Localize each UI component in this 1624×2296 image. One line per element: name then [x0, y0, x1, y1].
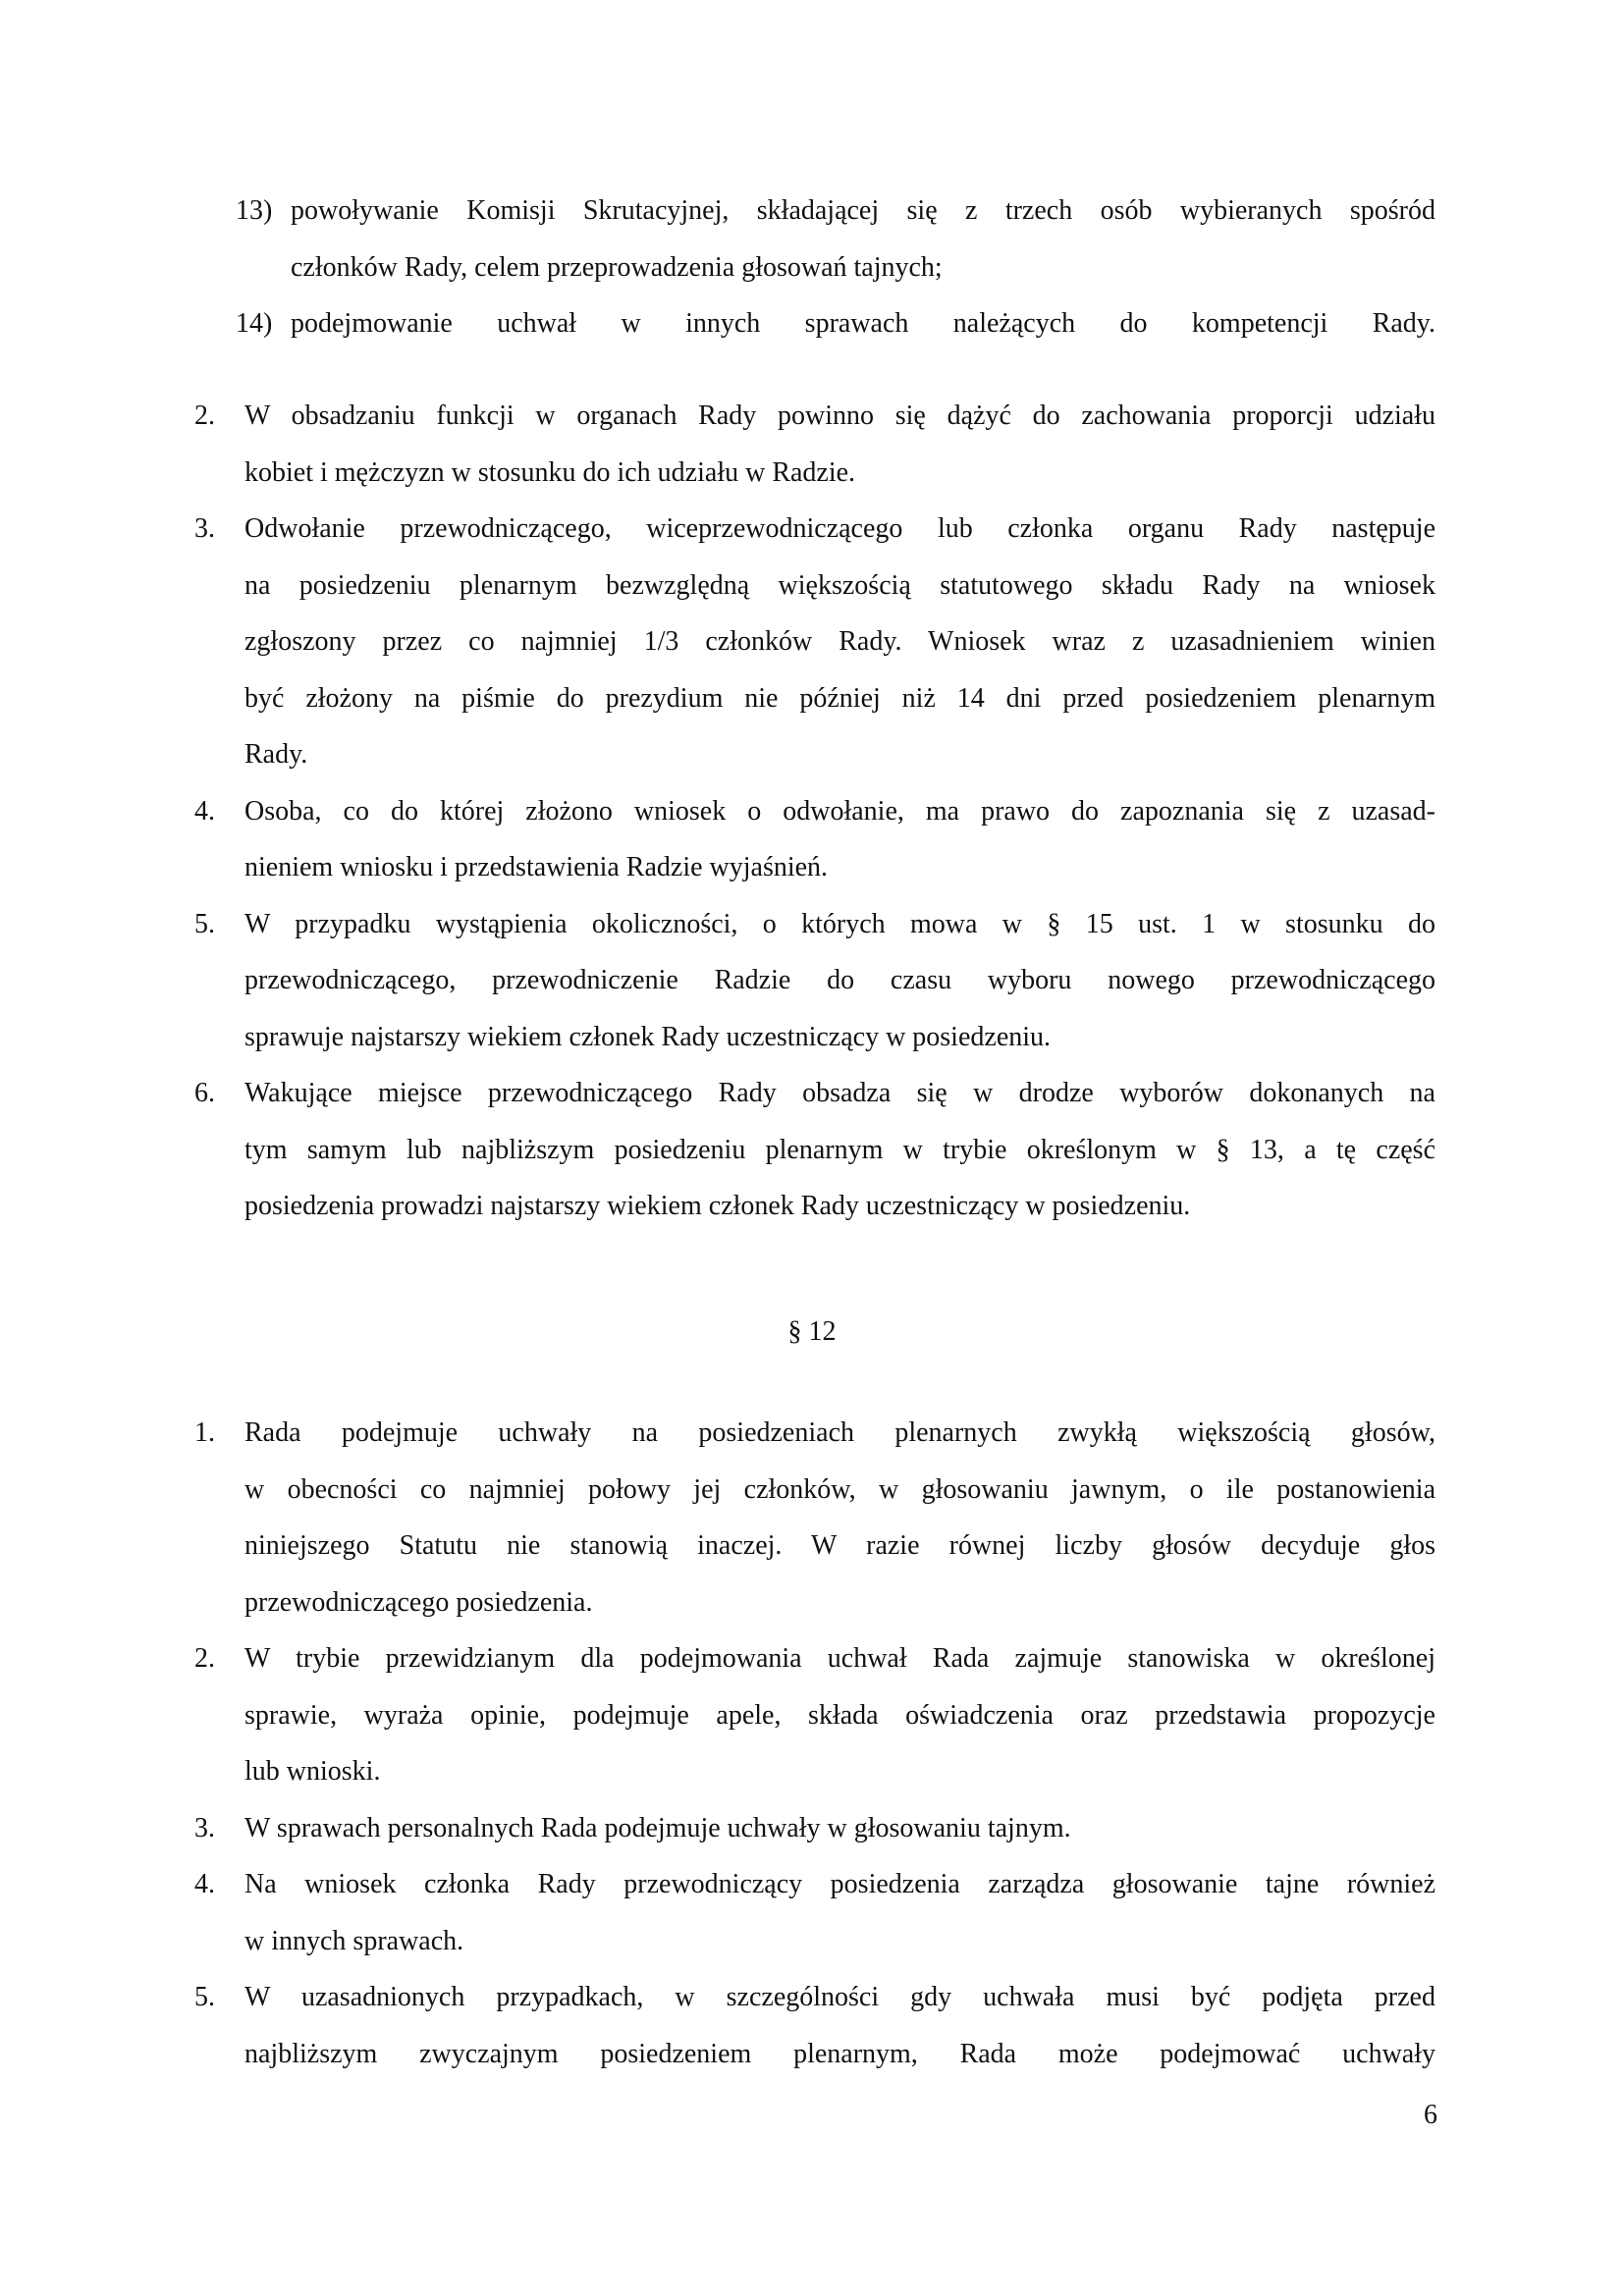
paragraph-line: W trybie przewidzianym dla podejmowania uchwał Rada zajmuje stanowiska w określonej [244, 1643, 1435, 1674]
list-marker: 5. [194, 1982, 215, 2012]
paragraph-line: W przypadku wystąpienia okoliczności, o których mowa w § 15 ust. 1 w stosunku do [244, 908, 1435, 939]
list-marker: 6. [194, 1078, 215, 1108]
list-marker: 5. [194, 908, 215, 939]
paragraph-line: W obsadzaniu funkcji w organach Rady powinno się dążyć do zachowania proporcji udziału [244, 400, 1435, 431]
paragraph-line: kobiet i mężczyzn w stosunku do ich udziału w Radzie. [244, 456, 856, 488]
paragraph-line: najbliższym zwyczajnym posiedzeniem plenarnym, Rada może podejmować uchwały [244, 2038, 1435, 2069]
paragraph-line: nieniem wniosku i przedstawienia Radzie wyjaśnień. [244, 852, 829, 882]
paragraph-line: W sprawach personalnych Rada podejmuje uchwały w głosowaniu tajnym. [244, 1812, 1071, 1843]
paragraph-line: członków Rady, celem przeprowadzenia głosowań tajnych; [291, 251, 943, 283]
section-heading: § 12 [787, 1316, 837, 1347]
list-marker: 4. [194, 795, 215, 827]
list-marker: 4. [194, 1869, 215, 1899]
paragraph-line: niniejszego Statutu nie stanowią inaczej. W razie równej liczby głosów decyduje głos [244, 1530, 1435, 1561]
paragraph-line: być złożony na piśmie do prezydium nie później niż 14 dni przed posiedzeniem plenarnym [244, 682, 1435, 714]
paragraph-line: lub wnioski. [244, 1756, 381, 1787]
paragraph-line: W uzasadnionych przypadkach, w szczególności gdy uchwała musi być podjęta przed [244, 1982, 1435, 2012]
list-marker: 1. [194, 1417, 215, 1448]
paragraph-line: Odwołanie przewodniczącego, wiceprzewodniczącego lub członka organu Rady następuje [244, 513, 1435, 544]
list-marker: 14) [236, 308, 273, 339]
list-marker: 3. [194, 513, 215, 544]
paragraph-line: Wakujące miejsce przewodniczącego Rady obsadza się w drodze wyborów dokonanych na [244, 1078, 1435, 1108]
paragraph-line: sprawuje najstarszy wiekiem członek Rady uczestniczący w posiedzeniu. [244, 1021, 1052, 1052]
paragraph-line: przewodniczącego posiedzenia. [244, 1586, 593, 1618]
paragraph-line: w obecności co najmniej połowy jej członków, w głosowaniu jawnym, o ile postanowienia [244, 1473, 1435, 1505]
paragraph-line: przewodniczącego, przewodniczenie Radzie do czasu wyboru nowego przewodniczącego [244, 965, 1435, 995]
paragraph-line: Na wniosek członka Rady przewodniczący posiedzenia zarządza głosowanie tajne również [244, 1869, 1435, 1899]
paragraph-line: Osoba, co do której złożono wniosek o odwołanie, ma prawo do zapoznania się z uzasad- [244, 795, 1435, 827]
paragraph-line: Rady. [244, 739, 308, 770]
list-marker: 3. [194, 1812, 215, 1843]
page-number: 6 [1424, 2100, 1437, 2130]
paragraph-line: w innych sprawach. [244, 1925, 464, 1956]
paragraph-line: sprawie, wyraża opinie, podejmuje apele, składa oświadczenia oraz przedstawia propozycje [244, 1699, 1435, 1731]
paragraph-line: powoływanie Komisji Skrutacyjnej, składającej się z trzech osób wybieranych spośród [291, 195, 1435, 226]
paragraph-line: tym samym lub najbliższym posiedzeniu plenarnym w trybie określonym w § 13, a tę część [244, 1134, 1435, 1165]
paragraph-line: podejmowanie uchwał w innych sprawach należących do kompetencji Rady. [291, 308, 1435, 339]
list-marker: 13) [236, 195, 273, 226]
paragraph-line: na posiedzeniu plenarnym bezwzględną większością statutowego składu Rady na wniosek [244, 569, 1435, 601]
list-marker: 2. [194, 1643, 215, 1674]
paragraph-line: posiedzenia prowadzi najstarszy wiekiem członek Rady uczestniczący w posiedzeniu. [244, 1191, 1191, 1221]
list-marker: 2. [194, 400, 215, 431]
paragraph-line: Rada podejmuje uchwały na posiedzeniach plenarnych zwykłą większością głosów, [244, 1417, 1435, 1448]
paragraph-line: zgłoszony przez co najmniej 1/3 członków Rady. Wniosek wraz z uzasadnieniem winien [244, 626, 1435, 657]
